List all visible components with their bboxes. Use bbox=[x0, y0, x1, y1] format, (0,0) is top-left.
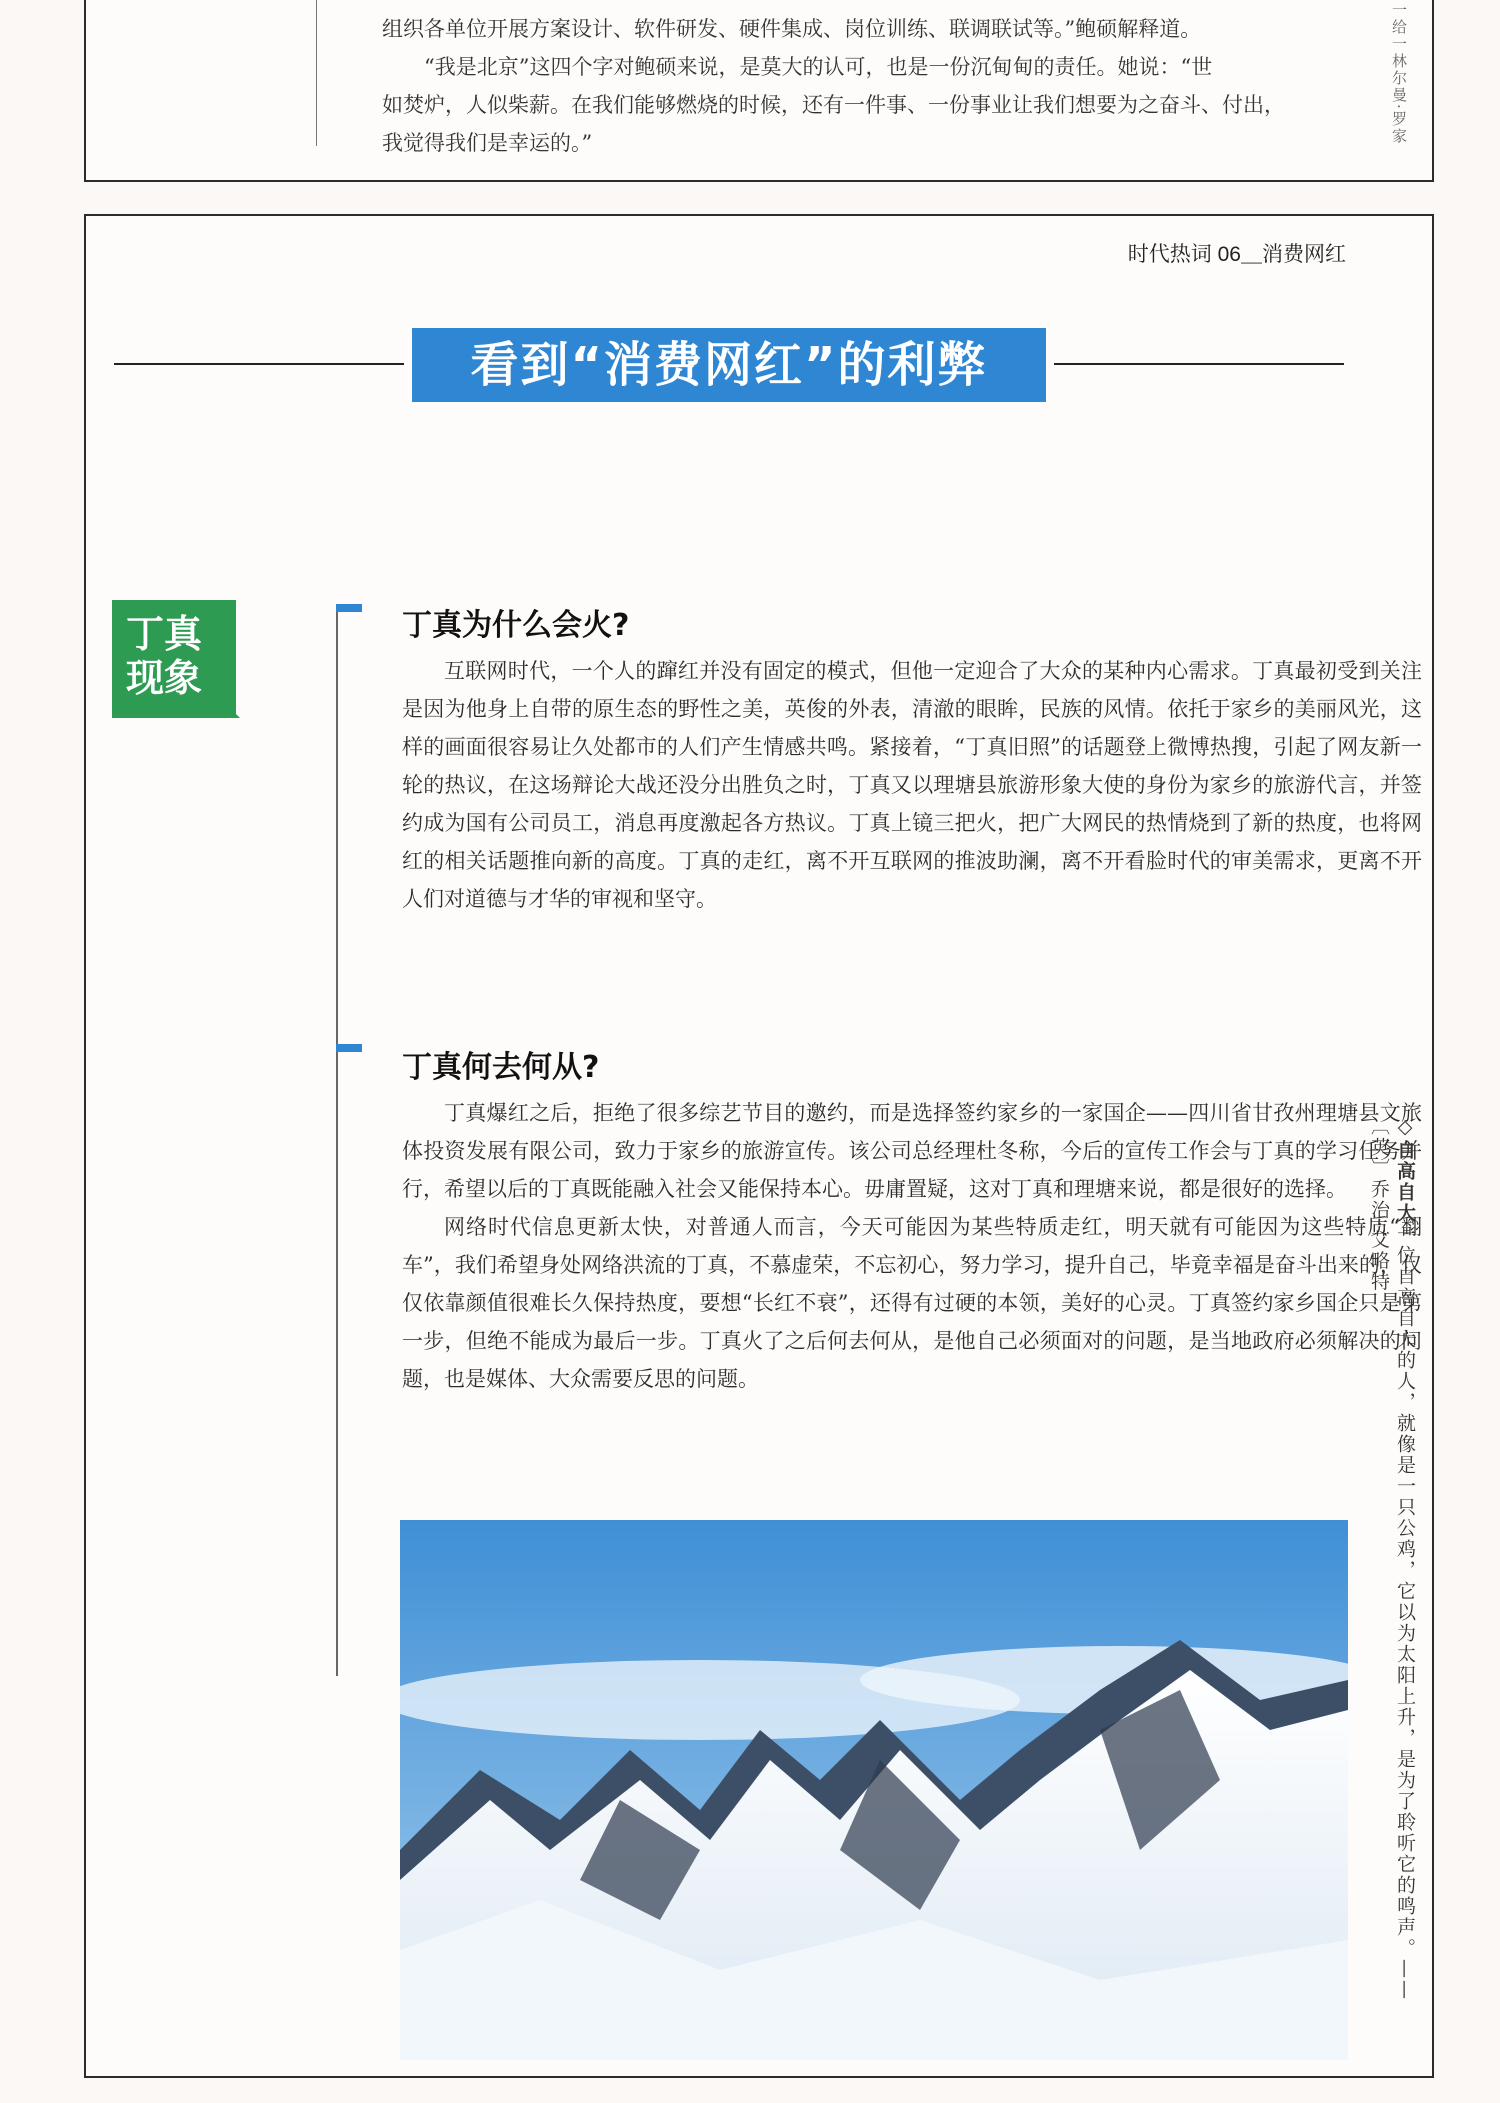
magazine-page bbox=[84, 214, 1434, 2078]
quote-text: 一位自高自大的人，就像是一只公鸡，它以为太阳上升，是为了聆听它的鸣声。——〔英〕乔治·艾略特 bbox=[1368, 1116, 1416, 2001]
section-title: 丁真何去何从? bbox=[402, 1050, 600, 1085]
paragraph: 丁真爆红之后，拒绝了很多综艺节目的邀约，而是选择签约家乡的一家国企——四川省甘孜州理塘县文旅体投资发展有限公司，致力于家乡的旅游宣传。该公司总经理杜冬称，今后的宣传工作会与丁真的学习任务并行，希望以后的丁真既能融入社会又能保持本心。毋庸置疑，这对丁真和理塘来说，都是很好的选择。 bbox=[402, 1101, 1422, 1201]
text-line: 组织各单位开展方案设计、软件研发、硬件集成、岗位训练、联调联试等。”鲍硕解释道。 bbox=[382, 17, 1202, 41]
text-line: 如焚炉，人似柴薪。在我们能够燃烧的时候，还有一件事、一份事业让我们想要为之奋斗、付出， bbox=[382, 93, 1285, 117]
previous-page-text bbox=[382, 0, 1382, 162]
margin-rule bbox=[316, 0, 317, 146]
section-marker bbox=[336, 604, 362, 612]
text-line: 我觉得我们是幸运的。” bbox=[382, 131, 593, 155]
section-rule bbox=[336, 604, 338, 1676]
snow-mountain-photo bbox=[400, 1520, 1348, 2060]
paragraph: 互联网时代，一个人的蹿红并没有固定的模式，但他一定迎合了大众的某种内心需求。丁真最初受到关注是因为他身上自带的原生态的野性之美，英俊的外表，清澈的眼眸，民族的风情。依托于家乡的美丽风光，这样的画面很容易让久处都市的人们产生情感共鸣。紧接着，“丁真旧照”的话题登上微博热搜，引起了网友新一轮的热议，在这场辩论大战还没分出胜负之时，丁真又以理塘县旅游形象大使的身份为家乡的旅游代言，并签约成为国有公司员工，消息再度激起各方热议。丁真上镜三把火，把广大网民的热情烧到了新的热度，也将网红的相关话题推向新的高度。丁真的走红，离不开互联网的推波助澜，离不开看脸时代的审美需求，更离不开人们对道德与才华的审视和坚守。 bbox=[402, 659, 1422, 911]
badge-line: 丁真 bbox=[126, 612, 203, 656]
text-line: “我是北京”这四个字对鲍硕来说，是莫大的认可，也是一份沉甸甸的责任。她说：“世 bbox=[424, 55, 1213, 79]
section-body bbox=[402, 1094, 1422, 1398]
title-rule-right bbox=[1054, 363, 1344, 365]
side-note: 一给一林尔曼·罗家 bbox=[1390, 2, 1408, 145]
previous-page-fragment bbox=[84, 0, 1434, 182]
margin-quote bbox=[1366, 1116, 1418, 2016]
page-title: 看到“消费网红”的利弊 bbox=[412, 328, 1046, 402]
section-marker bbox=[336, 1044, 362, 1052]
paragraph: 网络时代信息更新太快，对普通人而言，今天可能因为某些特质走红，明天就有可能因为这些特质“翻车”，我们希望身处网络洪流的丁真，不慕虚荣，不忘初心，努力学习，提升自己，毕竟幸福是奋斗出来的，仅仅依靠颜值很难长久保持热度，要想“长红不衰”，还得有过硬的本领，美好的心灵。丁真签约家乡国企只是第一步，但绝不能成为最后一步。丁真火了之后何去何从，是他自己必须面对的问题，是当地政府必须解决的问题，也是媒体、大众需要反思的问题。 bbox=[402, 1215, 1422, 1391]
quote-title: ◇自高自大 bbox=[1394, 1116, 1416, 1224]
section-title: 丁真为什么会火? bbox=[402, 608, 630, 643]
section-body bbox=[402, 652, 1422, 918]
badge-tail bbox=[216, 694, 240, 718]
mountain-illustration bbox=[400, 1520, 1348, 2060]
badge-line: 现象 bbox=[126, 656, 203, 700]
title-rule-left bbox=[114, 363, 404, 365]
running-head: 时代热词 06＿消费网红 bbox=[1127, 243, 1346, 266]
